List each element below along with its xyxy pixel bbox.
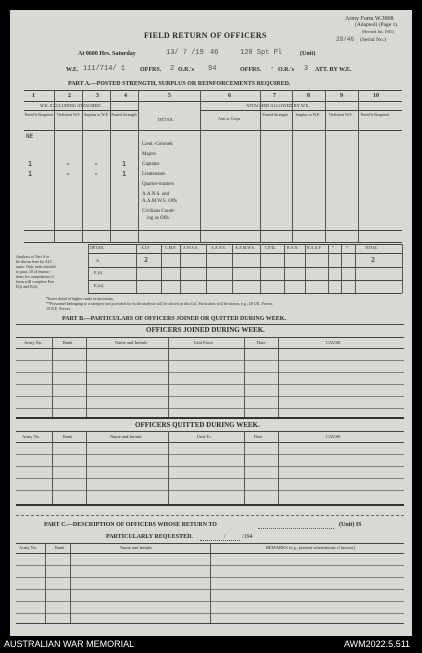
serial-label: (Serial No.) [360, 37, 386, 43]
captains-surplus: - [94, 160, 99, 168]
left-header: Posted Strength [111, 112, 137, 117]
detail-header: DETAIL [158, 117, 174, 122]
analysis-header: R.A.N. [287, 245, 299, 250]
at-label: At 0600 Hrs. Saturday [78, 51, 136, 57]
form-adapted: (Adapted) (Page 1). [355, 22, 399, 28]
quitted-header: CAUSE [326, 434, 341, 439]
lieut-posted: 1 [122, 170, 127, 178]
right-header: Deficient W.E. [329, 112, 353, 117]
joined-header: Name and Initials [115, 340, 147, 345]
page-title: FIELD RETURN OF OFFICERS [144, 31, 267, 40]
footnote-1: *Insert detail of higher ranks as necessary. [46, 296, 114, 301]
part-c-year: /194 [242, 534, 253, 540]
offrs2-label: OFFRS. [240, 67, 262, 73]
col-number: 5 [168, 93, 171, 99]
quitted-header: Name and Initials [110, 434, 142, 439]
part-c-unit-suffix: (Unit) IS [339, 522, 362, 528]
lieut-deficient: - [66, 170, 71, 178]
col-number: 4 [124, 93, 127, 99]
col-number: 9 [340, 93, 343, 99]
rank-label: ing as Offs. [147, 216, 171, 221]
offrs-label: OFFRS. [140, 67, 162, 73]
left-header: Reinf'ts Required [25, 112, 53, 117]
att-label: ATT. BY W.E. [315, 67, 352, 73]
footnote-3: 10 N.E. Forces. [46, 306, 71, 311]
caption-left: AUSTRALIAN WAR MEMORIAL [4, 639, 135, 649]
col-number: 1 [32, 93, 35, 99]
lieut-surplus: - [94, 170, 99, 178]
col-number: 3 [96, 93, 99, 99]
joined-header: Unit From [194, 340, 213, 345]
quitted-header: Unit To [197, 434, 211, 439]
ors2-value: 3 [304, 65, 309, 73]
col-number: 2 [68, 93, 71, 99]
form-page [10, 10, 412, 636]
analysis-header: CIVIL [265, 245, 276, 250]
date-value: 13/ 7 /19 [166, 49, 204, 57]
quitted-title: OFFICERS QUITTED DURING WEEK. [135, 421, 260, 429]
analysis-header: TOTAL [365, 245, 378, 250]
rank-label: Lieut.-Colonels [142, 142, 174, 147]
left-header: Surplus to W.E. [83, 112, 110, 117]
left-header: Deficient W.E. [57, 112, 81, 117]
offrs2-value: - [270, 65, 275, 73]
archive-caption [0, 636, 422, 653]
arm-header: Arm or Corps [218, 116, 241, 121]
right-header: Posted Strength [262, 112, 288, 117]
part-c-header: Army No. [19, 545, 38, 550]
col-number: 10 [373, 93, 379, 99]
joined-header: Rank [63, 340, 73, 345]
analysis-header: C.M.F. [165, 245, 177, 250]
analysis-header: A.W.A.S. [183, 245, 199, 250]
unit-value: 120 Spt Pl [240, 49, 283, 57]
col-number: 7 [273, 93, 276, 99]
part-c-header: REMARKS (e.g., present whereabouts if known). [266, 545, 356, 550]
rank-label: Captains [142, 162, 160, 167]
serial-value: 28/46 [336, 36, 355, 43]
part-c-title: PART C.—DESCRIPTION OF OFFICERS WHOSE RETURN TO [44, 522, 217, 528]
quitted-header: Rank [63, 434, 73, 439]
rank-label: Quarter-masters [142, 182, 175, 187]
offrs-value: 2 [170, 65, 175, 73]
form-number: Army Form W.3008 [345, 16, 394, 22]
analysis-row-label: A. [96, 258, 101, 263]
lieut-reinf: 1 [28, 170, 33, 178]
rank-label: Lieutenants [142, 172, 166, 177]
analysis-note: Analysis of Part A to be shown here by ALL units. Only units entitled to para. 10 of instruc- tions for compilation of form will complete Part E(i) and E(ii). [16, 254, 56, 289]
quitted-header: Date [254, 434, 263, 439]
part-b-title: PART B.—PARTICULARS OF OFFICERS JOINED OR QUITTED DURING WEEK. [62, 316, 286, 322]
ors2-label: O.R.'s [278, 67, 295, 73]
footnote-2: **Personnel belonging to a category not provided for in the analysis will be shown in this Col. Particulars will be shown, e.g., 20 UK. Forces; [46, 301, 274, 306]
joined-header: CAUSE [326, 340, 341, 345]
joined-header: Date [257, 340, 266, 345]
analysis-header: DETAIL [90, 245, 105, 250]
particularly-requested: PARTICULARLY REQUESTED. [106, 534, 193, 540]
group-left-header: W.E. EXCLUDING ATTACHED [40, 103, 101, 108]
unit-label: (Unit) [300, 51, 316, 57]
we-value: 111/714/ 1 [83, 65, 126, 73]
joined-title: OFFICERS JOINED DURING WEEK. [146, 326, 265, 334]
rank-label: A.A.N.S. and [142, 192, 170, 197]
captains-posted: 1 [122, 160, 127, 168]
group-right-header: ATTACHED ALLOWED BY W.E. [246, 103, 310, 108]
part-c-header: Name and Initials [120, 545, 152, 550]
rank-label: Civilians Count- [142, 209, 176, 214]
quitted-header: Army No. [22, 434, 41, 439]
analysis-header: * [346, 245, 348, 250]
right-header: Reinf'ts Required [361, 112, 389, 117]
year-value: 46 [210, 49, 219, 57]
analysis-header: * [332, 245, 334, 250]
date-slash: / [224, 534, 226, 540]
joined-header: Army No. [24, 340, 43, 345]
captains-reinf: 1 [28, 160, 33, 168]
analysis-row-label: E.(ii) [94, 283, 104, 288]
total-value: 2 [371, 256, 376, 264]
ors-label: O.R.'s [178, 67, 195, 73]
right-header: Surplus to W.E. [295, 112, 321, 117]
analysis-header: R.A.A.F. [307, 245, 322, 250]
form-revised: (Revised Jan. 1943) [362, 29, 394, 34]
aif-value: 2 [144, 256, 149, 264]
part-c-header: Rank [55, 545, 65, 550]
captains-deficient: - [66, 160, 71, 168]
col-number: 6 [228, 93, 231, 99]
nil-mark: NE [26, 133, 34, 140]
analysis-header: A.A.N.S. [211, 245, 226, 250]
caption-right: AWM2022.5.511 [344, 639, 411, 649]
analysis-header: A.A.M.W.S. [235, 245, 255, 250]
rank-label: A.A.M.W.S. Offs [142, 199, 178, 204]
rank-label: Majors [142, 152, 157, 157]
analysis-row-label: E.(i) [94, 270, 103, 275]
analysis-header: A.I.F. [141, 245, 151, 250]
col-number: 8 [307, 93, 310, 99]
ors-value: 94 [208, 65, 217, 73]
part-a-title: PART A.—POSTED STRENGTH, SURPLUS OR REINFORCEMENTS REQUIRED. [68, 81, 291, 87]
we-label: W.E. [66, 67, 79, 73]
